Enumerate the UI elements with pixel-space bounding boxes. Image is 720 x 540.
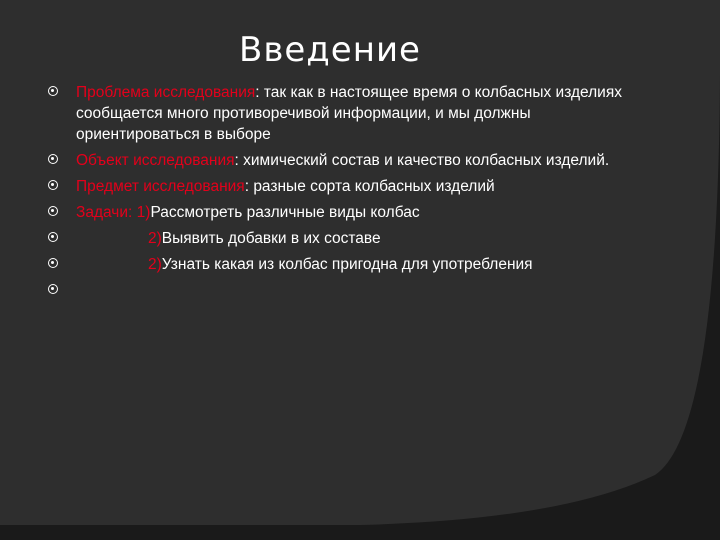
task-text: Рассмотреть различные виды колбас — [150, 204, 420, 221]
bullet-empty — [48, 280, 648, 301]
bullet-label: Предмет исследования — [76, 178, 245, 195]
bullet-icon — [48, 154, 58, 164]
bullet-subject — [48, 176, 648, 197]
bullet-label: Проблема исследования — [76, 84, 256, 101]
bullet-icon — [48, 180, 58, 190]
slide-title: Введение — [239, 30, 421, 70]
bullet-problem — [48, 82, 648, 145]
task-number: 2) — [148, 230, 162, 247]
bullet-icon — [48, 206, 58, 216]
bullet-label: Задачи: — [76, 204, 133, 221]
bullet-label: Объект исследования — [76, 152, 235, 169]
bullet-icon — [48, 86, 58, 96]
bullet-icon — [48, 258, 58, 268]
bullet-list — [48, 82, 648, 306]
task-text: Узнать какая из колбас пригодна для употребления — [161, 256, 533, 273]
bullet-text: : разные сорта колбасных изделий — [244, 178, 495, 195]
bullet-task-2 — [48, 228, 648, 249]
bullet-icon — [48, 284, 58, 294]
task-text: Выявить добавки в их составе — [161, 230, 381, 247]
bullet-tasks — [48, 202, 648, 223]
task-number: 1) — [132, 204, 151, 221]
bullet-icon — [48, 232, 58, 242]
bullet-text: : химический состав и качество колбасных изделий. — [234, 152, 610, 169]
task-number: 2) — [148, 256, 162, 273]
bullet-object — [48, 150, 648, 171]
bullet-task-3 — [48, 254, 648, 275]
bullet-text: : так как в настоящее время о колбасных изделиях сообщается много противоречивой информации, и мы должны ориентироваться в выборе — [76, 84, 622, 143]
